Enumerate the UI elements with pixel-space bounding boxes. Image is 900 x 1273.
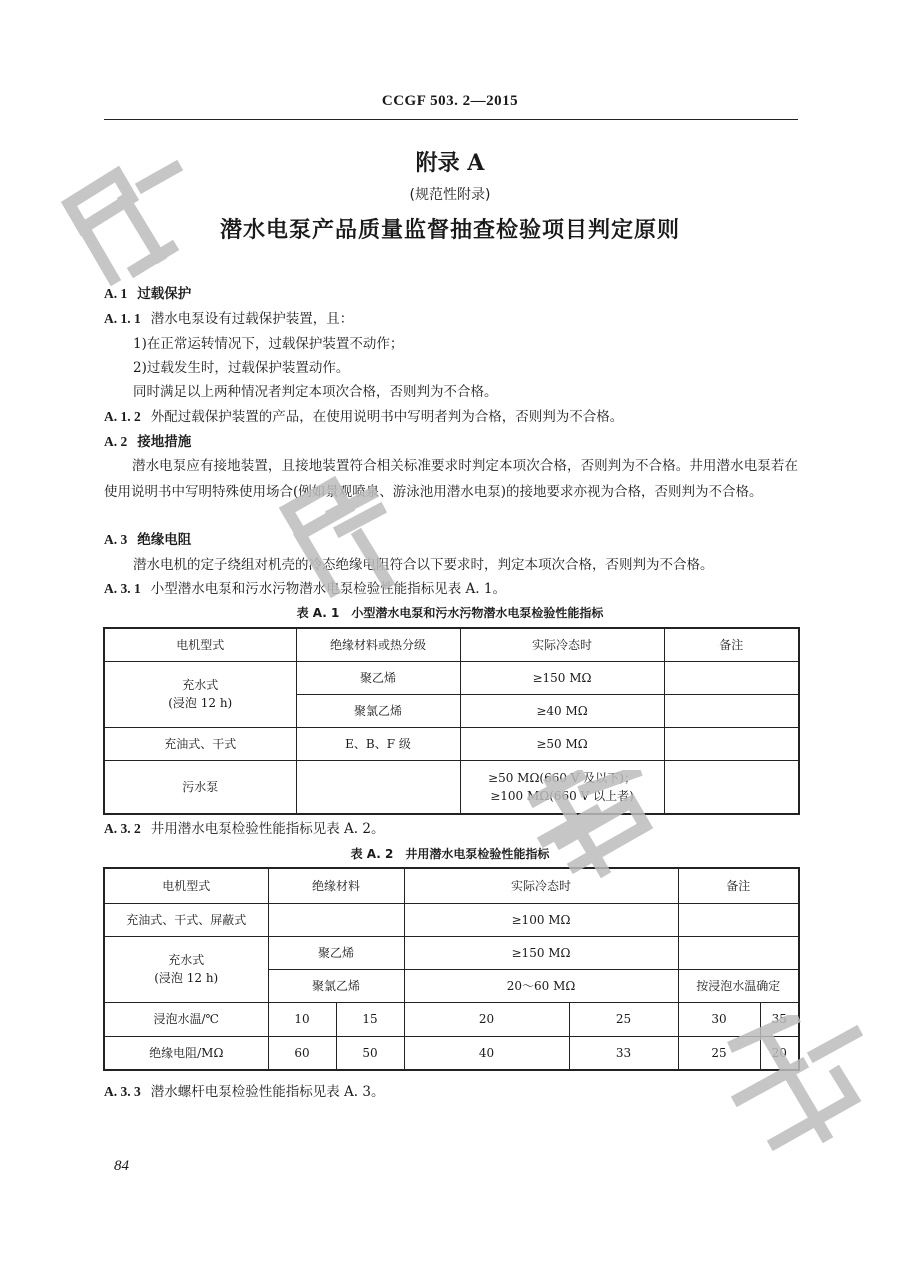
motor-type-note: (浸泡 12 h) <box>168 696 233 710</box>
value-cell <box>460 760 664 814</box>
value-line: ≥100 MΩ(660 V 以上者) <box>490 788 634 803</box>
clause-number: A. 1. 2 <box>104 409 141 424</box>
motor-type-cell: 充油式、干式 <box>104 727 296 760</box>
section-title: 绝缘电阻 <box>137 532 192 548</box>
header-cell: 绝缘材料 <box>268 868 404 903</box>
clause-text: 潜水螺杆电泵检验性能指标见表 A. 3。 <box>150 1084 385 1100</box>
clause-conclusion: 同时满足以上两种情况者判定本项次合格，否则判为不合格。 <box>133 384 498 400</box>
material-cell: 聚乙烯 <box>296 661 460 694</box>
material-cell <box>296 760 460 814</box>
section-title: 接地措施 <box>137 434 192 450</box>
table-row <box>104 661 799 694</box>
section-a2 <box>104 433 191 451</box>
table-row-temperature <box>104 1002 799 1036</box>
table-row-resistance <box>104 1036 799 1070</box>
clause-number: A. 1. 1 <box>104 311 141 326</box>
material-cell: 聚乙烯 <box>268 936 404 969</box>
clause-a11 <box>104 310 353 328</box>
material-cell: E、B、F 级 <box>296 727 460 760</box>
section-a2-text: 潜水电泵应有接地装置，且接地装置符合相关标准要求时判定本项次合格，否则判为不合格。井用潜水电泵若在使用说明书中写明特殊使用场合(例如景观喷泉、游泳池用潜水电泵)的接地要求亦视为合格，否则判为不合格。 <box>104 458 798 500</box>
note-cell: 按浸泡水温确定 <box>678 969 799 1002</box>
header-cell: 实际冷态时 <box>404 868 678 903</box>
table-header-row <box>104 628 799 661</box>
resist-cell: 25 <box>678 1036 760 1070</box>
header-cell: 备注 <box>678 868 799 903</box>
resist-cell: 40 <box>404 1036 569 1070</box>
annex-type: (规范性附录) <box>409 187 491 203</box>
value-cell: ≥50 MΩ <box>460 727 664 760</box>
header-rule <box>104 119 798 120</box>
note-cell <box>678 936 799 969</box>
section-a3-text: 潜水电机的定子绕组对机壳的冷态绝缘电阻符合以下要求时，判定本项次合格，否则判为不合格。 <box>133 557 714 573</box>
section-number: A. 2 <box>104 434 128 449</box>
section-title: 过载保护 <box>137 286 192 302</box>
clause-a31 <box>104 580 506 598</box>
temp-cell: 35 <box>760 1002 799 1036</box>
value-cell: ≥150 MΩ <box>404 936 678 969</box>
motor-type-cell: 污水泵 <box>104 760 296 814</box>
resist-cell: 60 <box>268 1036 336 1070</box>
table-a2 <box>103 867 800 1071</box>
motor-type-cell <box>104 661 296 727</box>
clause-number: A. 3. 1 <box>104 581 141 596</box>
temp-cell: 15 <box>336 1002 404 1036</box>
note-cell <box>678 903 799 936</box>
value-line: ≥50 MΩ(660 V 及以下)； <box>488 770 636 785</box>
clause-text: 小型潜水电泵和污水污物潜水电泵检验性能指标见表 A. 1。 <box>150 581 506 597</box>
section-a3 <box>104 531 191 549</box>
header-cell: 备注 <box>664 628 799 661</box>
clause-number: A. 3. 3 <box>104 1084 141 1099</box>
temp-cell: 25 <box>569 1002 678 1036</box>
temp-cell: 10 <box>268 1002 336 1036</box>
header-cell: 绝缘材料或热分级 <box>296 628 460 661</box>
table-row <box>104 903 799 936</box>
clause-a33 <box>104 1083 384 1101</box>
row-label: 浸泡水温/℃ <box>104 1002 268 1036</box>
value-cell: ≥100 MΩ <box>404 903 678 936</box>
table-a1-caption: 表 A. 1 小型潜水电泵和污水污物潜水电泵检验性能指标 <box>296 606 604 620</box>
section-a1 <box>104 285 191 303</box>
main-title: 潜水电泵产品质量监督抽查检验项目判定原则 <box>219 218 680 243</box>
table-row <box>104 936 799 969</box>
note-cell <box>664 760 799 814</box>
section-number: A. 1 <box>104 286 128 301</box>
table-row <box>104 760 799 814</box>
table-header-row <box>104 868 799 903</box>
row-label: 绝缘电阻/MΩ <box>104 1036 268 1070</box>
annex-title: 附录 A <box>415 150 485 176</box>
resist-cell: 50 <box>336 1036 404 1070</box>
clause-text: 外配过载保护装置的产品，在使用说明书中写明者判为合格，否则判为不合格。 <box>150 409 624 425</box>
motor-type: 充水式 <box>168 953 205 967</box>
clause-text: 潜水电泵设有过载保护装置，且： <box>150 311 354 327</box>
table-a1 <box>103 627 800 815</box>
temp-cell: 20 <box>404 1002 569 1036</box>
value-cell: ≥150 MΩ <box>460 661 664 694</box>
note-cell <box>664 694 799 727</box>
value-cell: ≥40 MΩ <box>460 694 664 727</box>
clause-text: 井用潜水电泵检验性能指标见表 A. 2。 <box>150 821 385 837</box>
doc-code-header: CCGF 503. 2—2015 <box>381 93 519 109</box>
header-cell: 电机型式 <box>104 628 296 661</box>
resist-cell: 20 <box>760 1036 799 1070</box>
header-cell: 电机型式 <box>104 868 268 903</box>
table-a2-caption: 表 A. 2 井用潜水电泵检验性能指标 <box>350 847 550 861</box>
list-item-1: 1)在正常运转情况下，过载保护装置不动作； <box>133 336 404 352</box>
note-cell <box>664 727 799 760</box>
material-cell: 聚氯乙烯 <box>296 694 460 727</box>
motor-type-note: (浸泡 12 h) <box>154 971 219 985</box>
material-cell: 聚氯乙烯 <box>268 969 404 1002</box>
header-cell: 实际冷态时 <box>460 628 664 661</box>
clause-a32 <box>104 820 384 838</box>
motor-type: 充水式 <box>182 678 219 692</box>
resist-cell: 33 <box>569 1036 678 1070</box>
section-number: A. 3 <box>104 532 128 547</box>
value-cell: 20～60 MΩ <box>404 969 678 1002</box>
motor-type-cell: 充油式、干式、屏蔽式 <box>104 903 268 936</box>
clause-number: A. 3. 2 <box>104 821 141 836</box>
temp-cell: 30 <box>678 1002 760 1036</box>
clause-a12 <box>104 408 623 426</box>
note-cell <box>664 661 799 694</box>
motor-type-cell <box>104 936 268 1002</box>
list-item-2: 2)过载发生时，过载保护装置动作。 <box>133 360 350 376</box>
table-row <box>104 727 799 760</box>
material-cell <box>268 903 404 936</box>
page-number: 84 <box>114 1158 129 1174</box>
